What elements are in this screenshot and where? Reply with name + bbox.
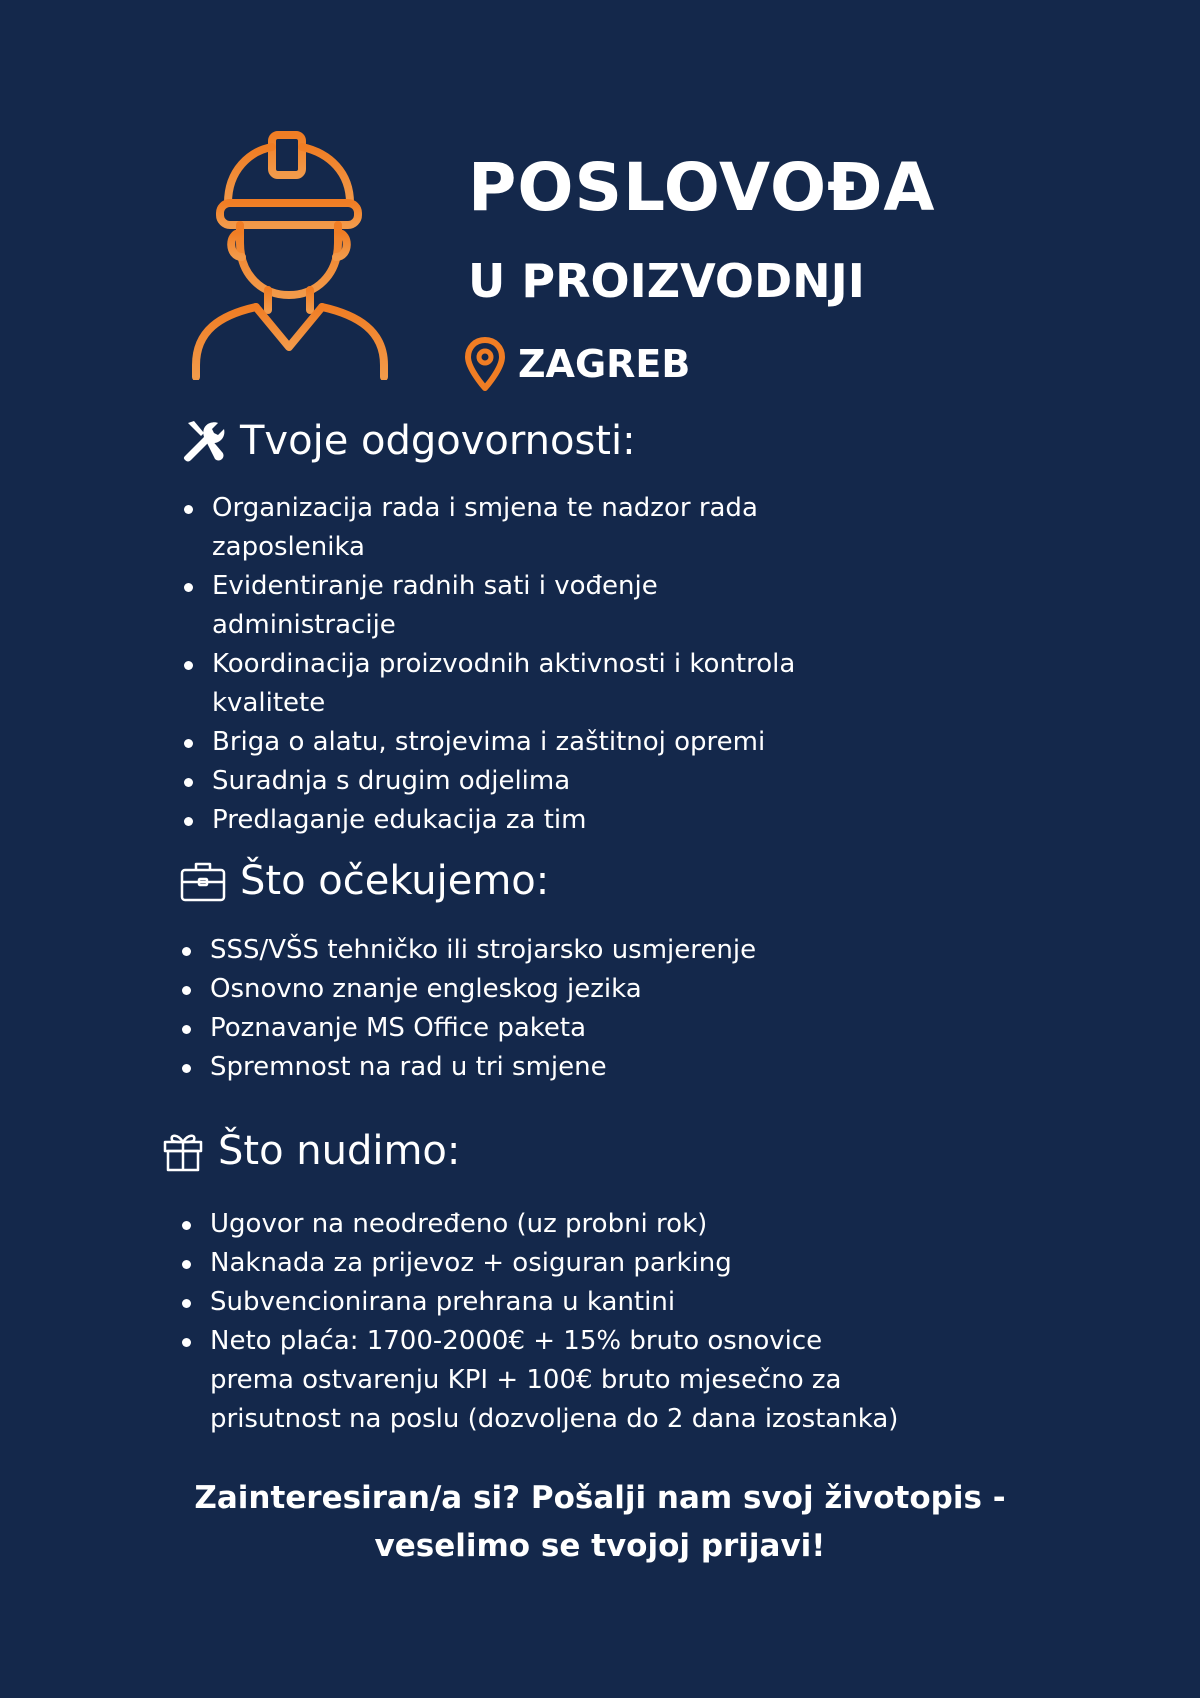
list-item: Predlaganje edukacija za tim	[182, 801, 832, 840]
list-item: Suradnja s drugim odjelima	[182, 762, 832, 801]
expectations-heading-text: Što očekujemo:	[240, 858, 550, 904]
list-item: Spremnost na rad u tri smjene	[180, 1048, 880, 1087]
cta-line-2: veselimo se tvojoj prijavi!	[374, 1528, 826, 1564]
expectations-heading	[180, 858, 549, 904]
list-item: SSS/VŠS tehničko ili strojarsko usmjerenje	[180, 931, 880, 970]
list-item: Ugovor na neodređeno (uz probni rok)	[180, 1205, 900, 1244]
list-item: Neto plaća: 1700-2000€ + 15% bruto osnovice prema ostvarenju KPI + 100€ bruto mjesečno za prisutnost na poslu (dozvoljena do 2 dana izostanka)	[180, 1322, 900, 1439]
responsibilities-list	[182, 489, 832, 840]
construction-worker-icon	[190, 125, 390, 380]
offer-heading	[162, 1128, 460, 1174]
responsibilities-heading	[182, 418, 636, 464]
location-city: ZAGREB	[518, 342, 691, 386]
responsibilities-heading-text: Tvoje odgovornosti:	[240, 418, 636, 464]
list-item: Evidentiranje radnih sati i vođenje administracije	[182, 567, 832, 645]
job-title: POSLOVOĐA	[468, 149, 936, 226]
job-subtitle: U PROIZVODNJI	[468, 254, 865, 308]
list-item: Osnovno znanje engleskog jezika	[180, 970, 880, 1009]
location	[464, 336, 690, 392]
offer-heading-text: Što nudimo:	[218, 1128, 461, 1174]
offer-list	[180, 1205, 900, 1439]
briefcase-icon	[180, 860, 226, 902]
list-item: Naknada za prijevoz + osiguran parking	[180, 1244, 900, 1283]
list-item: Briga o alatu, strojevima i zaštitnoj opremi	[182, 723, 832, 762]
expectations-list	[180, 931, 880, 1087]
call-to-action	[0, 1474, 1200, 1570]
map-pin-icon	[464, 336, 506, 392]
cta-line-1: Zainteresiran/a si? Pošalji nam svoj životopis -	[194, 1480, 1006, 1516]
list-item: Poznavanje MS Office paketa	[180, 1009, 880, 1048]
tools-icon	[182, 419, 226, 463]
list-item: Organizacija rada i smjena te nadzor rada zaposlenika	[182, 489, 832, 567]
gift-icon	[162, 1130, 204, 1172]
list-item: Koordinacija proizvodnih aktivnosti i kontrola kvalitete	[182, 645, 832, 723]
list-item: Subvencionirana prehrana u kantini	[180, 1283, 900, 1322]
